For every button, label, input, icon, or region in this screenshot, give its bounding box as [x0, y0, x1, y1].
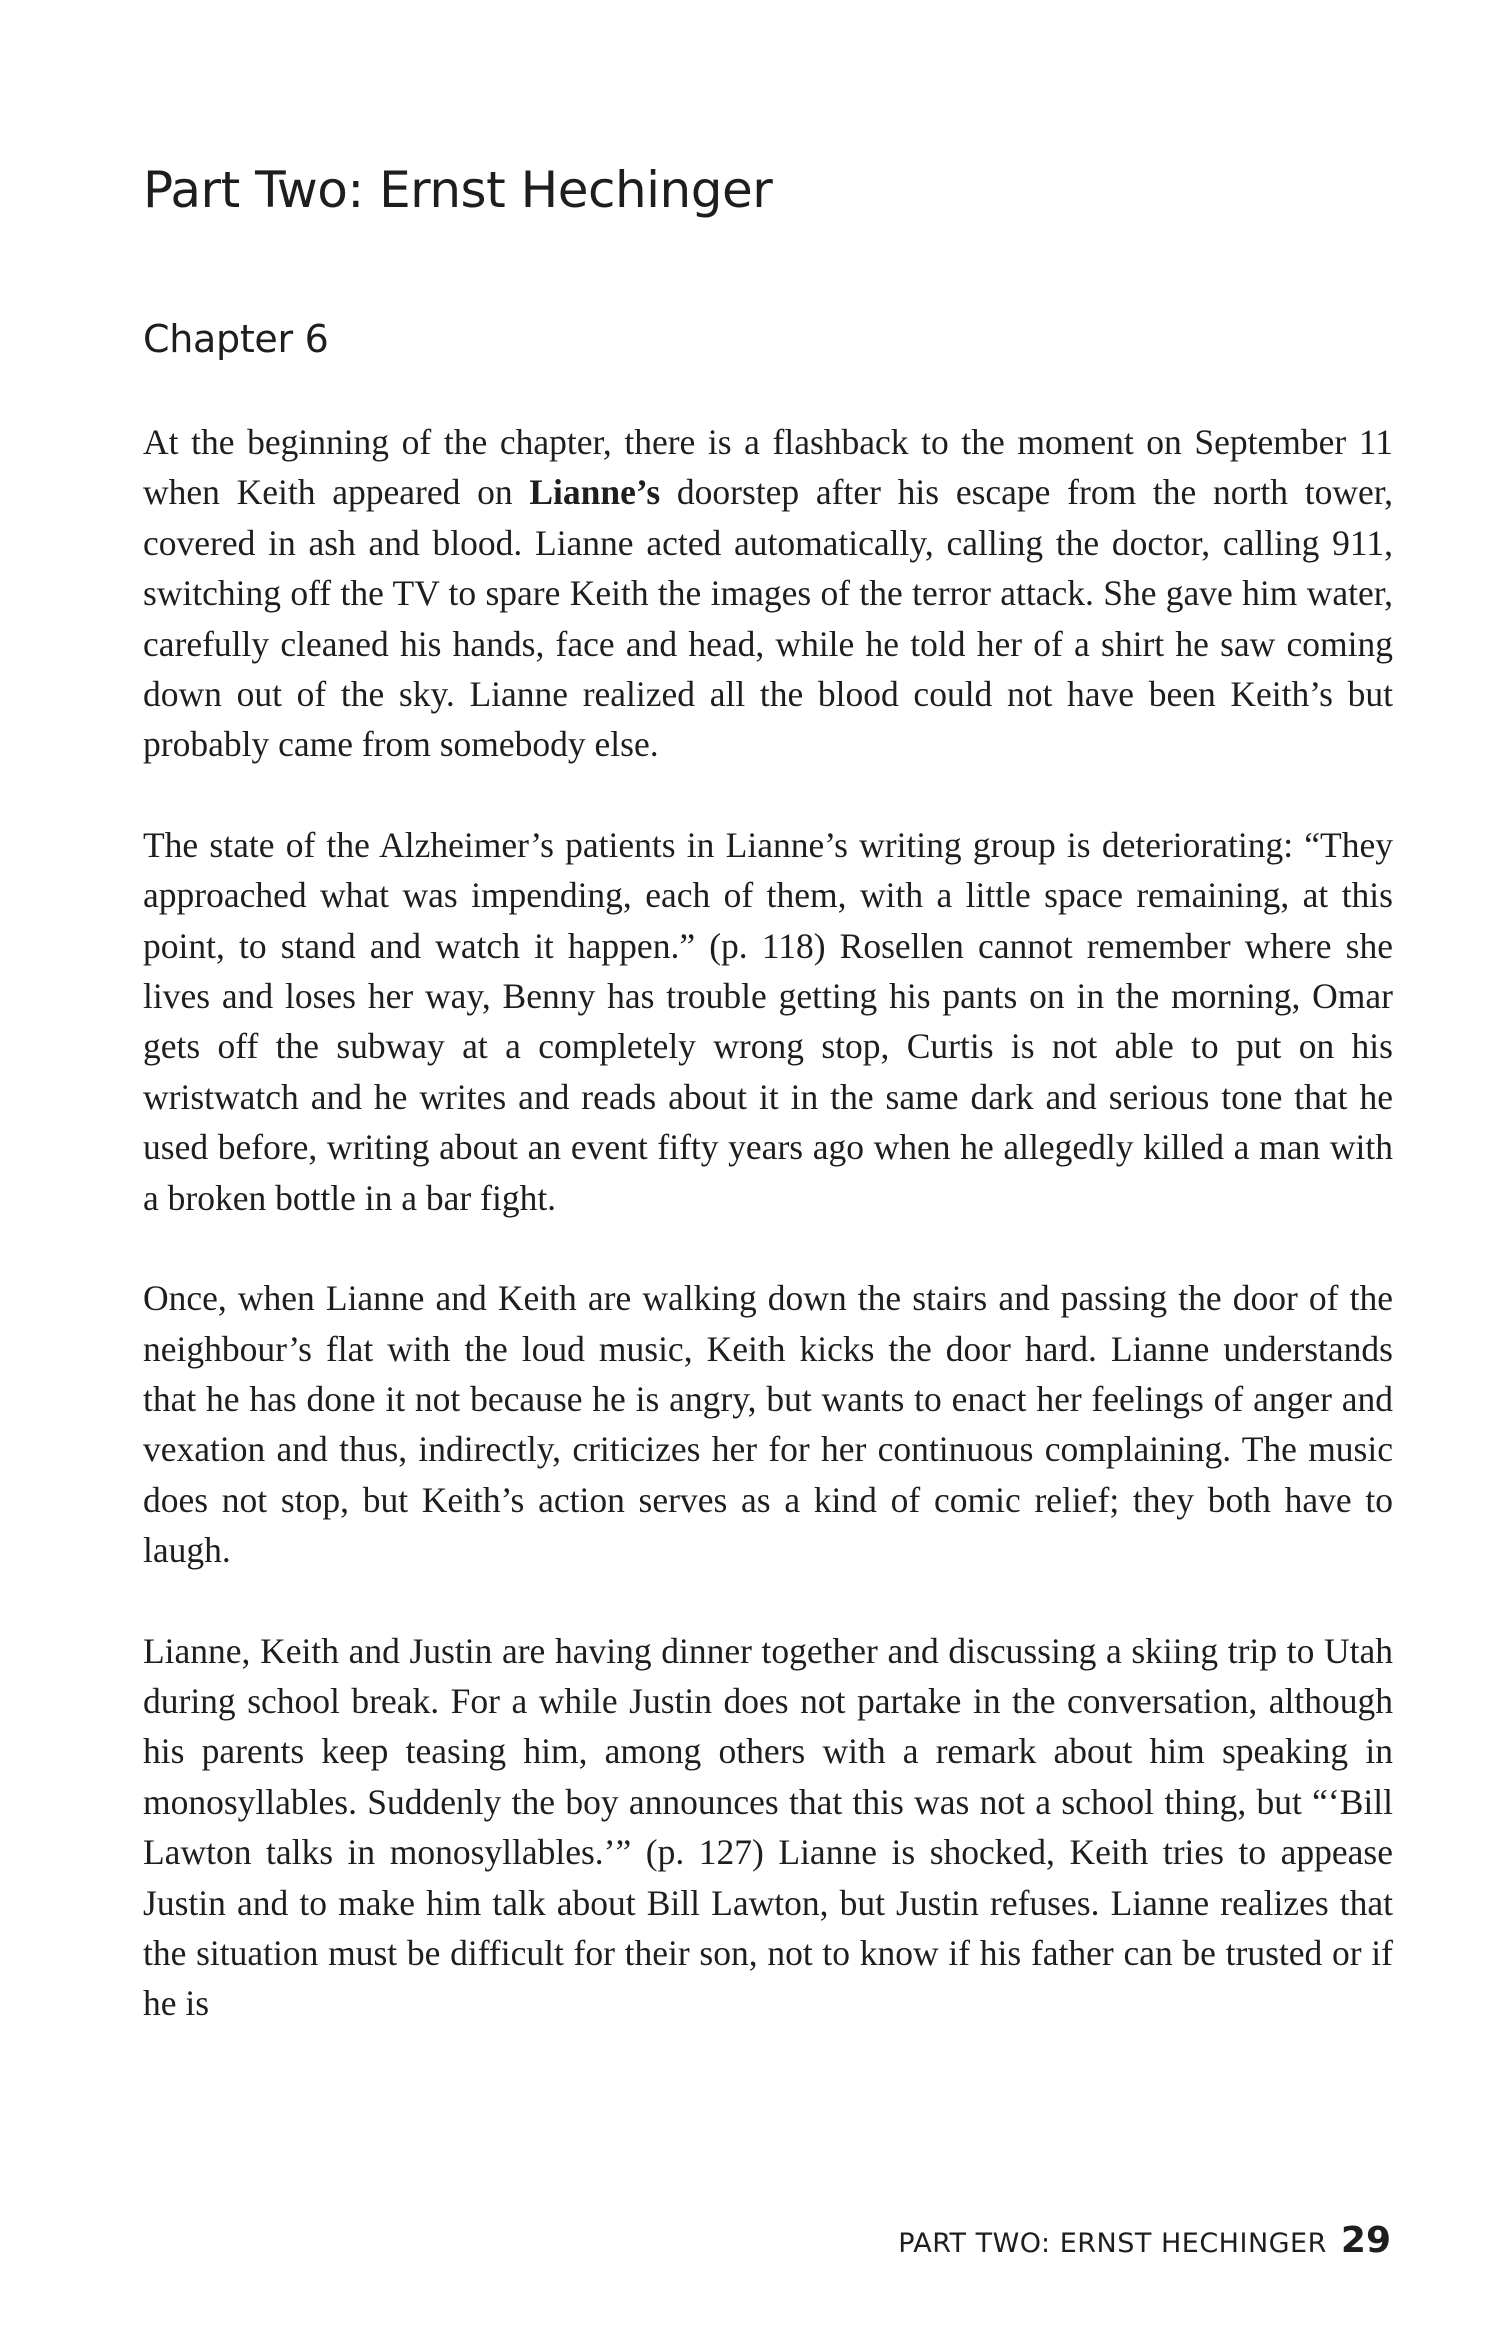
paragraph-flashback [143, 417, 1393, 770]
running-footer [898, 2220, 1391, 2261]
body-text [143, 417, 1393, 2079]
paragraph-dinner: Lianne, Keith and Justin are having dinner together and discussing a skiing trip to Utah during school break. For a while Justin does not partake in the conversation, although his parents keep teasing him, among others with a remark about him speaking in monosyllables. Suddenly the boy announces that this was not a school thing, but “‘Bill Lawton talks in monosyllables.’” (p. 127) Lianne is shocked, Keith tries to appease Justin and to make him talk about Bill Lawton, but Justin refuses. Lianne realizes that the situation must be difficult for their son, not to know if his father can be trusted or if he is [143, 1630, 1393, 2024]
paragraph-neighbour-door: Once, when Lianne and Keith are walking down the stairs and passing the door of the neighbour’s flat with the loud music, Keith kicks the door hard. Lianne understands that he has done it not because he is angry, but wants to enact her feelings of anger and vexation and thus, indirectly, criticizes her for her continuous complaining. The music does not stop, but Keith’s action serves as a kind of comic relief; they both have to laugh. [143, 1278, 1393, 1571]
part-title: Part Two: Ernst Hechinger [143, 161, 773, 219]
paragraph-text: At the beginning of the chapter, there is a flashback to the moment on September 11 when Keith appeared on [143, 422, 1393, 513]
bold-name: Lianne’s [529, 472, 661, 513]
paragraph-text: doorstep after his escape from the north tower, covered in ash and blood. Lianne acted automatically, calling the doctor, calling 911, switching off the TV to spare Keith the images of the terror attack. She gave him water, carefully cleaned his hands, face and head, while he told her of a shirt he saw coming down out of the sky. Lianne realized all the blood could not have been Keith’s but probably came from somebody else. [143, 472, 1393, 765]
chapter-title: Chapter 6 [143, 317, 329, 361]
footer-section-label: PART TWO: ERNST HECHINGER [898, 2228, 1327, 2259]
paragraph-alzheimers-group: The state of the Alzheimer’s patients in Lianne’s writing group is deteriorating: “They approached what was impending, each of them, with a little space remaining, at this point, to stand and watch it happen.” (p. 118) Rosellen cannot remember where she lives and loses her way, Benny has trouble getting his pants on in the morning, Omar gets off the subway at a completely wrong stop, Curtis is not able to put on his wristwatch and he writes and reads about it in the same dark and serious tone that he used before, writing about an event fifty years ago when he allegedly killed a man with a broken bottle in a bar fight. [143, 824, 1393, 1218]
page-number: 29 [1340, 2220, 1391, 2261]
